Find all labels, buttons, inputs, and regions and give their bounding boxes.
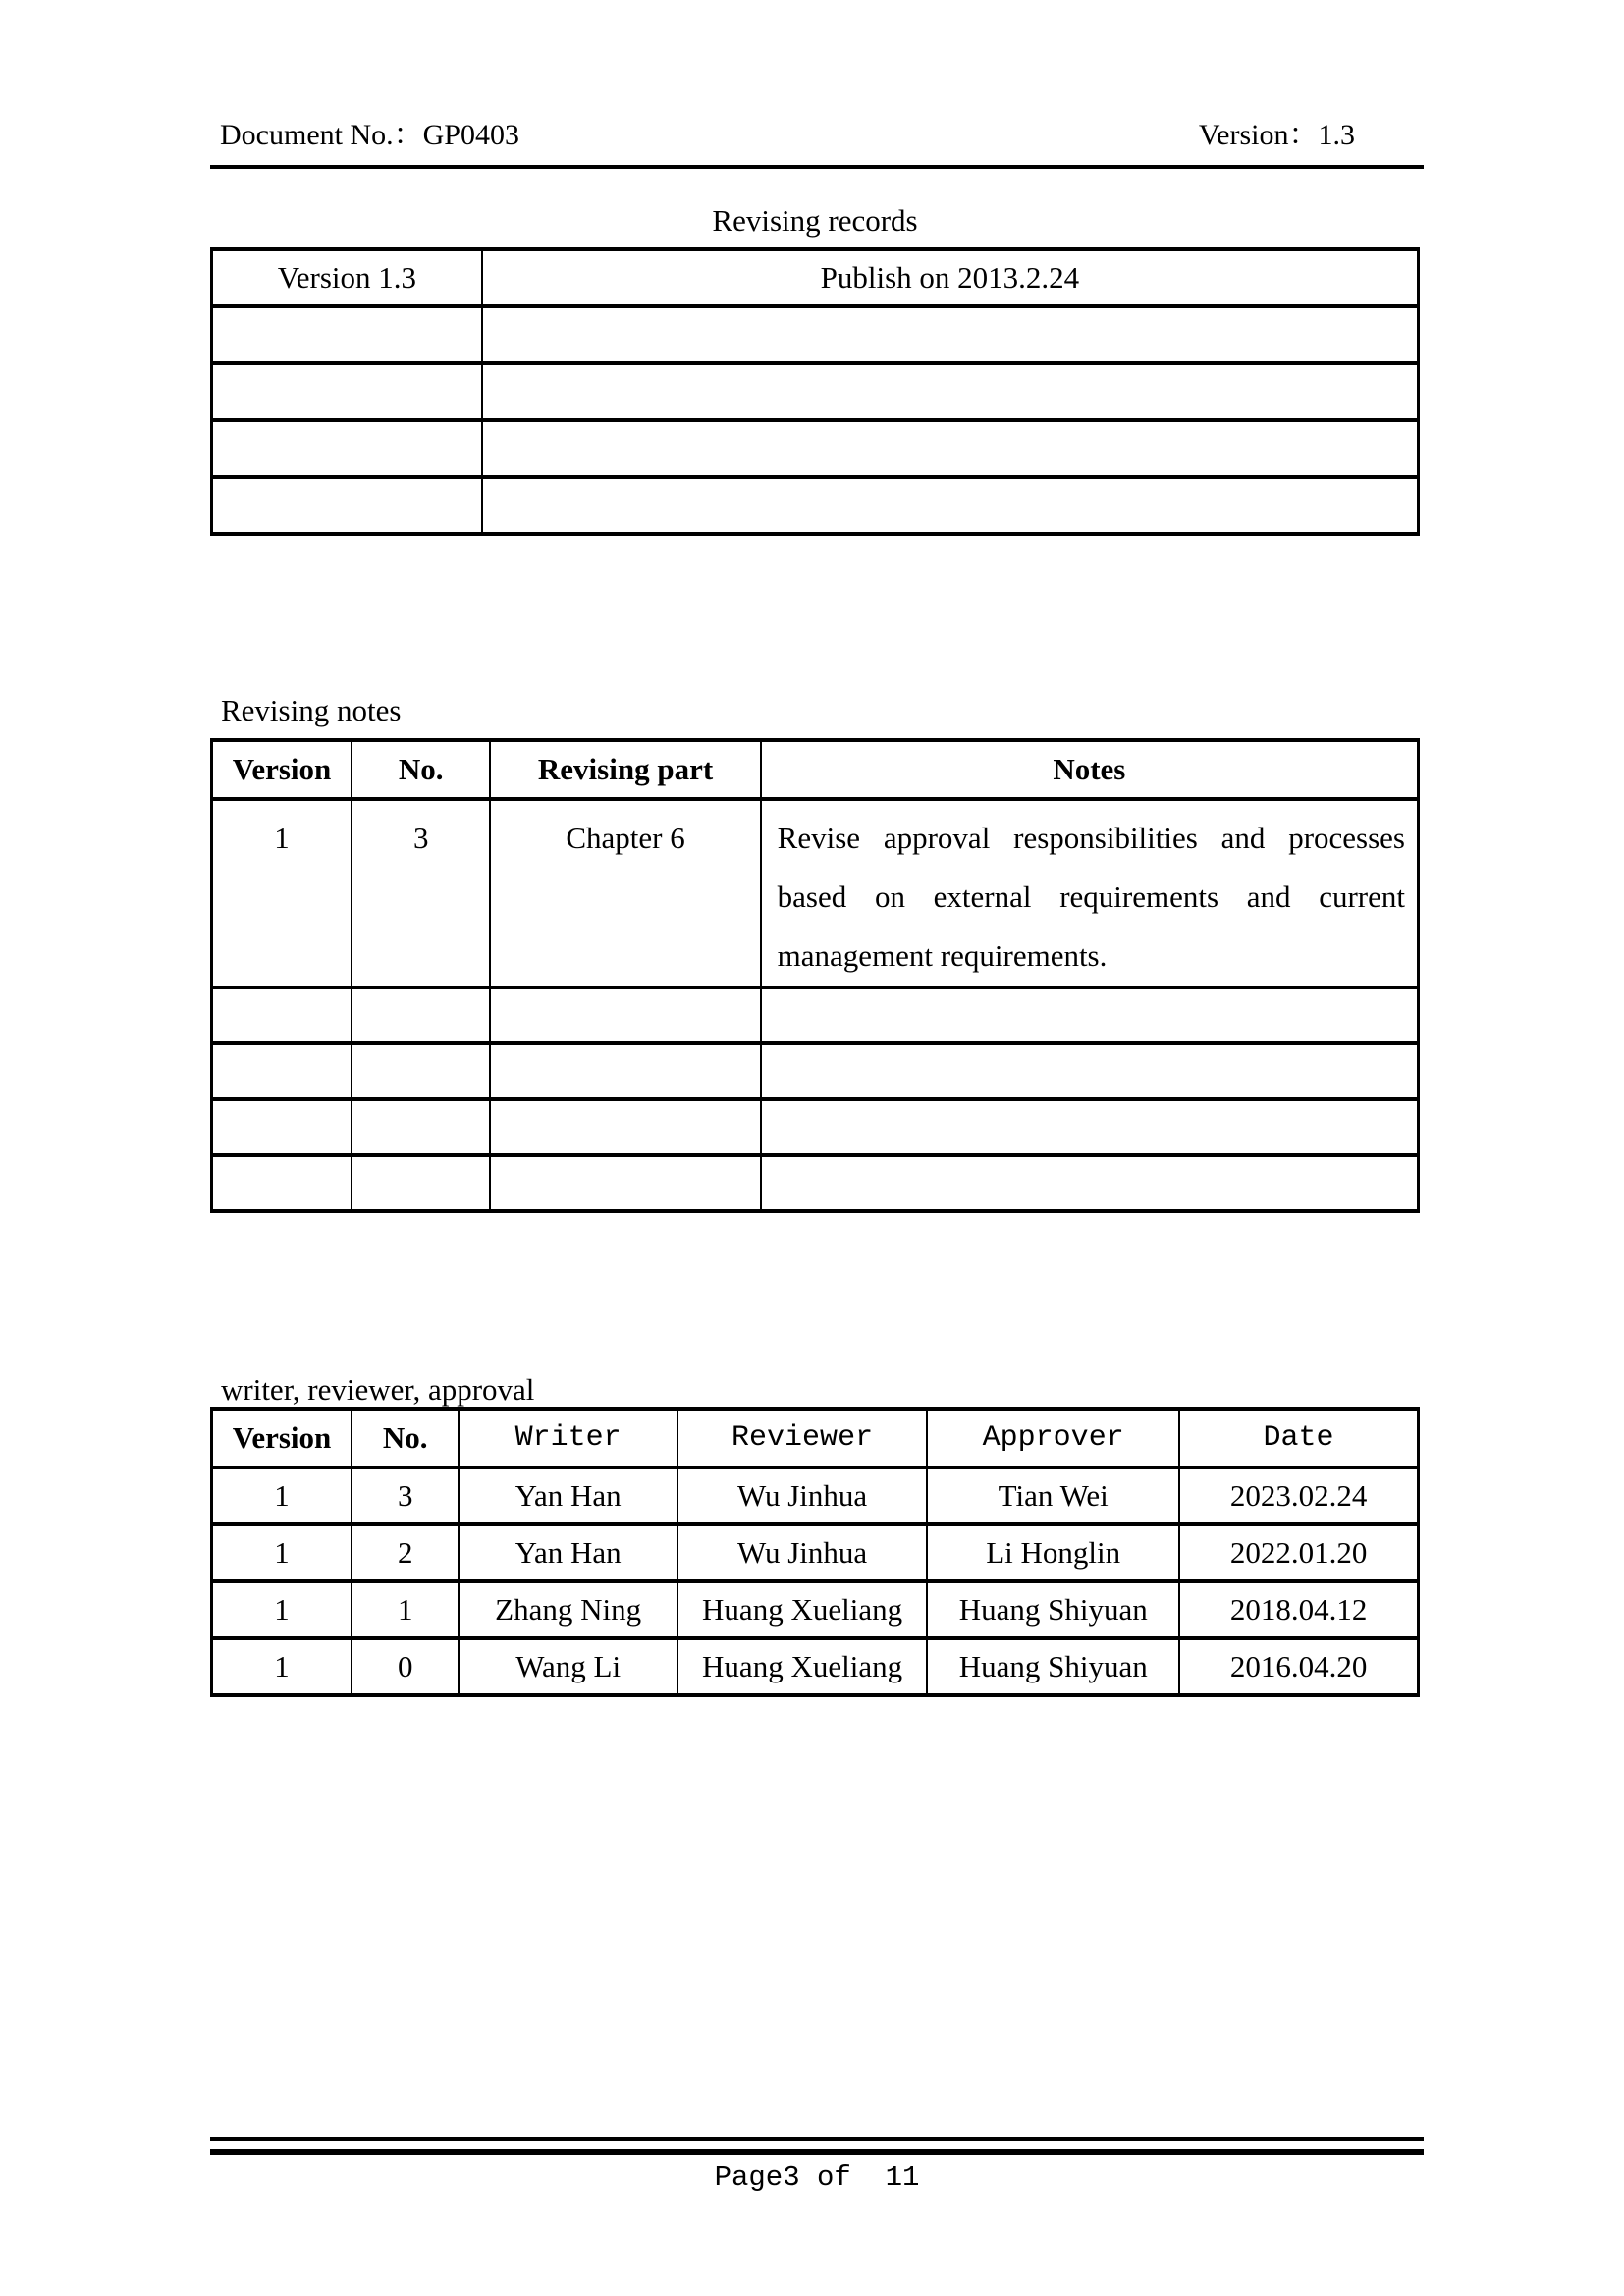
- table-cell: [212, 1155, 352, 1211]
- revising-records-title: Revising records: [712, 203, 918, 238]
- table-cell: [482, 306, 1419, 363]
- column-header-no: No.: [352, 740, 490, 799]
- table-cell: 2023.02.24: [1179, 1468, 1418, 1524]
- table-row: [212, 363, 1419, 420]
- table-cell: 3: [352, 1468, 459, 1524]
- table-row: [212, 1524, 1419, 1581]
- column-header-version: Version: [212, 1409, 352, 1468]
- table-cell: [761, 1155, 1419, 1211]
- footer-rule-bottom: [210, 2149, 1424, 2155]
- table-cell: 2018.04.12: [1179, 1581, 1418, 1638]
- table-cell: Li Honglin: [927, 1524, 1179, 1581]
- column-header-date: Date: [1179, 1409, 1418, 1468]
- footer-rule-top: [210, 2137, 1424, 2141]
- table-cell: Wu Jinhua: [677, 1468, 927, 1524]
- table-cell: Wu Jinhua: [677, 1524, 927, 1581]
- column-header-writer: Writer: [459, 1409, 677, 1468]
- table-cell: [761, 988, 1419, 1043]
- table-cell: Wang Li: [459, 1638, 677, 1695]
- table-row: [212, 799, 1419, 988]
- table-cell: [212, 363, 482, 420]
- table-cell: 1: [212, 1581, 352, 1638]
- table-row: [212, 1468, 1419, 1524]
- page-header: [210, 110, 1424, 169]
- table-cell: [212, 306, 482, 363]
- table-cell: 1: [212, 1468, 352, 1524]
- table-cell: Huang Shiyuan: [927, 1638, 1179, 1695]
- table-header-row: [212, 740, 1419, 799]
- table-cell: [761, 1099, 1419, 1155]
- table-row: [212, 477, 1419, 534]
- table-cell: [212, 477, 482, 534]
- revising-records-table: [210, 247, 1420, 536]
- table-cell: [352, 1155, 490, 1211]
- table-cell: [490, 1043, 760, 1099]
- document-number: Document No.：GP0403: [220, 119, 519, 151]
- table-cell: [482, 477, 1419, 534]
- table-cell: 1: [212, 799, 352, 988]
- table-cell: [212, 420, 482, 477]
- table-cell: Chapter 6: [490, 799, 760, 988]
- table-row: [212, 988, 1419, 1043]
- table-cell: [490, 988, 760, 1043]
- table-cell: [761, 1043, 1419, 1099]
- table-cell: [352, 1043, 490, 1099]
- table-cell: 3: [352, 799, 490, 988]
- table-header-row: [212, 1409, 1419, 1468]
- writer-reviewer-approval-label: writer, reviewer, approval: [221, 1372, 535, 1407]
- table-cell: [352, 988, 490, 1043]
- table-cell: 1: [352, 1581, 459, 1638]
- table-cell: Yan Han: [459, 1468, 677, 1524]
- table-cell: Zhang Ning: [459, 1581, 677, 1638]
- column-header-no: No.: [352, 1409, 459, 1468]
- page-number: Page3 of 11: [714, 2162, 920, 2194]
- table-cell: [212, 988, 352, 1043]
- table-cell: 2: [352, 1524, 459, 1581]
- table-cell: 1: [212, 1638, 352, 1695]
- table-cell: Tian Wei: [927, 1468, 1179, 1524]
- document-version: Version：1.3: [1198, 119, 1355, 151]
- table-cell: [212, 1043, 352, 1099]
- column-header-notes: Notes: [761, 740, 1419, 799]
- table-cell: Publish on 2013.2.24: [482, 249, 1419, 306]
- column-header-approver: Approver: [927, 1409, 1179, 1468]
- table-cell: [352, 1099, 490, 1155]
- column-header-version: Version: [212, 740, 352, 799]
- revising-notes-label: Revising notes: [221, 693, 402, 727]
- table-row: [212, 1155, 1419, 1211]
- table-cell-notes: Revise approval responsibilities and processes based on external requirements and current management requirements.: [761, 799, 1419, 988]
- table-cell: Huang Shiyuan: [927, 1581, 1179, 1638]
- table-cell: [490, 1155, 760, 1211]
- table-cell: 0: [352, 1638, 459, 1695]
- table-row: [212, 249, 1419, 306]
- table-cell: Yan Han: [459, 1524, 677, 1581]
- table-cell: [482, 420, 1419, 477]
- table-cell: [482, 363, 1419, 420]
- table-cell: Version 1.3: [212, 249, 482, 306]
- table-row: [212, 1581, 1419, 1638]
- table-cell: [212, 1099, 352, 1155]
- table-cell: [490, 1099, 760, 1155]
- table-cell: Huang Xueliang: [677, 1581, 927, 1638]
- column-header-revising-part: Revising part: [490, 740, 760, 799]
- revising-notes-table: [210, 738, 1420, 1213]
- table-cell: 2016.04.20: [1179, 1638, 1418, 1695]
- table-row: [212, 306, 1419, 363]
- column-header-reviewer: Reviewer: [677, 1409, 927, 1468]
- table-row: [212, 1099, 1419, 1155]
- table-cell: 2022.01.20: [1179, 1524, 1418, 1581]
- table-row: [212, 1043, 1419, 1099]
- table-cell: 1: [212, 1524, 352, 1581]
- table-row: [212, 1638, 1419, 1695]
- table-row: [212, 420, 1419, 477]
- table-cell: Huang Xueliang: [677, 1638, 927, 1695]
- writer-reviewer-approval-table: [210, 1407, 1420, 1697]
